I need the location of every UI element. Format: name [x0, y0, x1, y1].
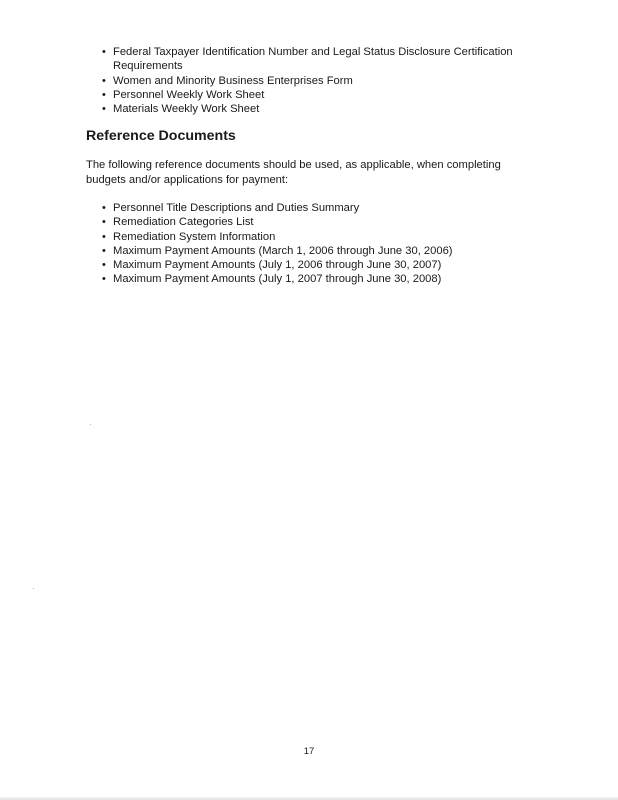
- list-item: [103, 230, 573, 244]
- forms-bullet-list: [103, 45, 573, 116]
- list-item: [103, 102, 573, 116]
- bullet-icon: •: [102, 46, 106, 58]
- list-item-text: Maximum Payment Amounts (July 1, 2007 through June 30, 2008): [113, 273, 442, 286]
- page-number: 17: [303, 746, 315, 757]
- list-item: [103, 201, 573, 215]
- list-item: [103, 272, 573, 286]
- list-item-text: Maximum Payment Amounts (March 1, 2006 through June 30, 2006): [113, 244, 453, 257]
- list-item: [103, 74, 573, 88]
- list-item: [103, 215, 573, 229]
- section-heading: Reference Documents: [86, 128, 236, 144]
- bullet-icon: •: [102, 74, 106, 87]
- bullet-icon: •: [102, 273, 106, 286]
- reference-documents-list: [103, 201, 573, 287]
- list-item-text: Remediation Categories List: [113, 216, 254, 229]
- bullet-icon: •: [102, 202, 106, 214]
- scan-speck: [33, 588, 34, 589]
- bullet-icon: •: [102, 230, 106, 243]
- bullet-icon: •: [102, 259, 106, 272]
- section-intro-paragraph: The following reference documents should be used, as applicable, when completing budgets and/or applications for payment:: [86, 159, 501, 186]
- list-item: [103, 258, 573, 272]
- bullet-icon: •: [102, 244, 106, 257]
- bullet-icon: •: [102, 88, 106, 101]
- list-item-text: Maximum Payment Amounts (July 1, 2006 through June 30, 2007): [113, 259, 442, 272]
- list-item: [103, 88, 573, 102]
- list-item: [103, 244, 573, 258]
- list-item-text: Materials Weekly Work Sheet: [113, 103, 260, 116]
- scan-speck: [90, 424, 91, 425]
- list-item-text: Federal Taxpayer Identification Number and Legal Status Disclosure Certification Requirements: [113, 46, 513, 73]
- bullet-icon: •: [102, 103, 106, 116]
- list-item: [103, 45, 573, 74]
- bullet-icon: •: [102, 216, 106, 229]
- list-item-text: Remediation System Information: [113, 230, 276, 243]
- list-item-text: Personnel Title Descriptions and Duties Summary: [113, 202, 360, 214]
- list-item-text: Personnel Weekly Work Sheet: [113, 88, 265, 101]
- list-item-text: Women and Minority Business Enterprises Form: [113, 74, 353, 87]
